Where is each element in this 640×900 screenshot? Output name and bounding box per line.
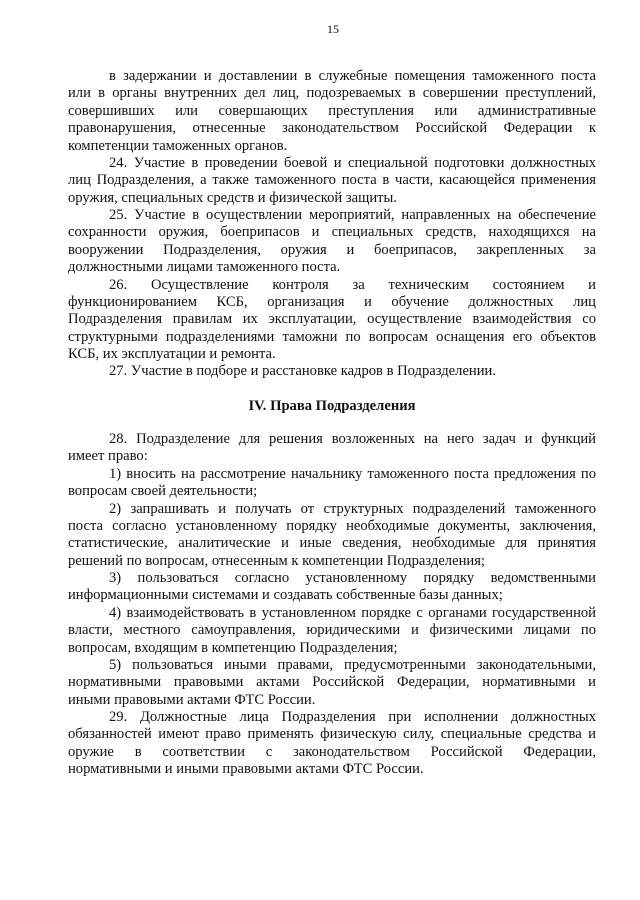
- text-line: лиц Подразделения, а также таможенного поста в части, касающейся применения: [68, 172, 596, 189]
- text-line: иными правовыми актами ФТС России.: [68, 691, 316, 708]
- text-line: 25. Участие в осуществлении мероприятий, направленных на обеспечение: [109, 207, 596, 223]
- text-line: сохранности оружия, боеприпасов и специальных средств, находящихся на: [68, 224, 596, 241]
- text-line: 3) пользоваться согласно установленному порядку ведомственными: [109, 570, 596, 586]
- section-body-rights: [68, 431, 596, 779]
- text-line: имеет право:: [68, 448, 148, 465]
- paragraph: [68, 657, 596, 709]
- text-line: информационными системами и создавать собственные базы данных;: [68, 587, 503, 604]
- text-line: структурными подразделениями таможни по вопросам оснащения его объектов: [68, 328, 596, 345]
- text-line: статистические, аналитические и иные сведения, необходимые для принятия: [68, 535, 596, 552]
- text-line: оружия, специальных средств и физической защиты.: [68, 189, 397, 206]
- text-line: 29. Должностные лица Подразделения при исполнении должностных: [109, 709, 596, 725]
- text-line: компетенции таможенных органов.: [68, 137, 288, 154]
- text-line: нормативными правовыми актами Российской Федерации, нормативными и: [68, 674, 596, 691]
- text-line: Подразделения правилам их эксплуатации, осуществление взаимодействия со: [68, 311, 596, 328]
- text-line: или в органы внутренних дел лиц, подозреваемых в совершении преступлений,: [68, 85, 596, 102]
- section-body-duties: [68, 68, 596, 381]
- text-line: правонарушения, отнесенные законодательством Российской Федерации к: [68, 120, 596, 137]
- paragraph: [68, 277, 596, 364]
- page-number: 15: [327, 22, 339, 36]
- text-line: вооружении Подразделения, оружия и боеприпасов, закрепленных за: [68, 241, 596, 258]
- paragraph: [68, 363, 596, 380]
- text-line: 2) запрашивать и получать от структурных подразделений таможенного: [109, 500, 596, 517]
- text-line: КСБ, их эксплуатации и ремонта.: [68, 346, 276, 362]
- paragraph: [68, 207, 596, 277]
- paragraph: [68, 155, 596, 207]
- text-line: вопросам, входящим в компетенцию Подразделения;: [68, 639, 398, 656]
- text-line: власти, местного самоуправления, юридическими и физическими лицами по: [68, 622, 596, 639]
- text-line: совершивших или совершающих преступления или административные: [68, 102, 596, 119]
- text-line: решений по вопросам, отнесенным к компетенции Подразделения;: [68, 552, 485, 569]
- text-line: 24. Участие в проведении боевой и специальной подготовки должностных: [109, 154, 596, 171]
- paragraph: [68, 466, 596, 501]
- text-line: функционированием КСБ, организация и обучение должностных лиц: [68, 293, 596, 310]
- paragraph: [68, 68, 596, 155]
- text-line: в задержании и доставлении в служебные помещения таможенного поста: [109, 68, 596, 84]
- text-line: поста согласно установленному порядку необходимые документы, заключения,: [68, 517, 596, 534]
- text-line: 28. Подразделение для решения возложенных на него задач и функций: [109, 431, 596, 447]
- text-line: нормативными и иными правовыми актами ФТС России.: [68, 761, 424, 778]
- text-line: оружие в соответствии с законодательством Российской Федерации,: [68, 743, 596, 760]
- section-heading: IV. Права Подразделения: [248, 398, 416, 414]
- paragraph: [68, 709, 596, 779]
- text-line: 26. Осуществление контроля за техническим состоянием и: [109, 276, 596, 293]
- text-line: обязанностей имеют право применять физическую силу, специальные средства и: [68, 726, 596, 743]
- paragraph: [68, 570, 596, 605]
- paragraph: [68, 501, 596, 571]
- text-line: 4) взаимодействовать в установленном порядке с органами государственной: [109, 604, 596, 621]
- text-line: 1) вносить на рассмотрение начальнику таможенного поста предложения по: [109, 465, 596, 482]
- text-line: 5) пользоваться иными правами, предусмотренными законодательными,: [109, 656, 596, 673]
- paragraph: [68, 431, 596, 466]
- text-line: вопросам своей деятельности;: [68, 483, 258, 500]
- text-line: 27. Участие в подборе и расстановке кадров в Подразделении.: [109, 363, 496, 380]
- text-line: должностными лицами таможенного поста.: [68, 259, 341, 276]
- paragraph: [68, 605, 596, 657]
